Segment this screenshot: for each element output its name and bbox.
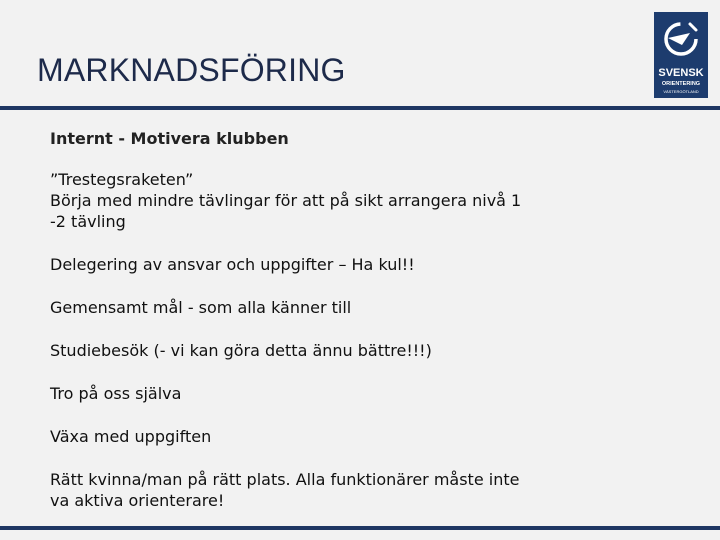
- slide-title: MARKNADSFÖRING: [37, 52, 346, 88]
- logo-text-orientering: ORIENTERING: [661, 81, 701, 87]
- paragraph-studiebesok: Studiebesök (- vi kan göra detta ännu bättre!!!): [50, 341, 432, 360]
- paragraph-delegering: Delegering av ansvar och uppgifter – Ha kul!!: [50, 255, 415, 274]
- compass-needle-icon: [660, 18, 702, 60]
- svensk-orientering-logo: [654, 12, 708, 98]
- title-divider: [0, 106, 720, 110]
- paragraph-trestegsraketen: [50, 169, 660, 232]
- logo-text-svensk: SVENSK: [658, 67, 704, 79]
- paragraph-tro-pa-oss: Tro på oss själva: [50, 384, 182, 403]
- paragraph-line: ”Trestegsraketen”: [50, 170, 194, 189]
- bottom-divider: [0, 526, 720, 530]
- logo-text-district: VÄSTERGÖTLAND: [663, 89, 699, 94]
- paragraph-vaxa: Växa med uppgiften: [50, 427, 212, 446]
- body-heading: Internt - Motivera klubben: [50, 129, 289, 148]
- paragraph-line: va aktiva orienterare!: [50, 491, 225, 510]
- paragraph-gemensamt-mal: Gemensamt mål - som alla känner till: [50, 298, 352, 317]
- paragraph-line: -2 tävling: [50, 212, 126, 231]
- paragraph-line: Rätt kvinna/man på rätt plats. Alla funktionärer måste inte: [50, 470, 520, 489]
- paragraph-ratt-plats: [50, 469, 660, 511]
- paragraph-line: Börja med mindre tävlingar för att på sikt arrangera nivå 1: [50, 191, 522, 210]
- slide-body: [50, 128, 660, 533]
